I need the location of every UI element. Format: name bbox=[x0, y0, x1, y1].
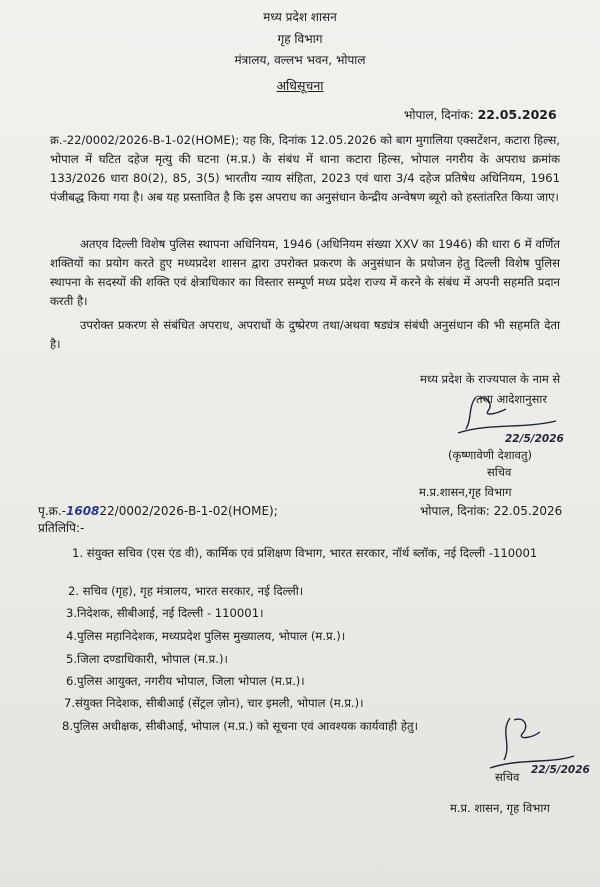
endorsement-date-value: 22.05.2026 bbox=[493, 504, 563, 518]
signatory-department: म.प्र.शासन,गृह विभाग bbox=[419, 485, 512, 499]
ref-handwritten-number: 1608 bbox=[66, 504, 100, 518]
copies-label: प्रतिलिपि:- bbox=[38, 521, 85, 535]
ref-prefix: पृ.क्र.- bbox=[38, 504, 66, 518]
handwritten-date-2: 22/5/2026 bbox=[531, 764, 590, 776]
signature-on-behalf: मध्य प्रदेश के राज्यपाल के नाम से bbox=[420, 372, 561, 386]
signatory-name: (कृष्णावेणी देशावतु) bbox=[448, 448, 532, 462]
copy-recipient-5: 5.जिला दण्डाधिकारी, भोपाल (म.प्र.)। bbox=[66, 652, 228, 666]
endorsement-date-label: भोपाल, दिनांक: bbox=[420, 504, 490, 518]
issue-date-label: भोपाल, दिनांक: bbox=[404, 108, 474, 122]
header-department: गृह विभाग bbox=[277, 32, 323, 46]
endorsement-reference bbox=[38, 502, 278, 519]
final-department: म.प्र. शासन, गृह विभाग bbox=[450, 801, 550, 815]
document-title: अधिसूचना bbox=[276, 78, 324, 93]
paragraph-case-details: क्र.-22/0002/2026-B-1-02(HOME); यह कि, दिनांक 12.05.2026 को बाग मुगालिया एक्सटेंशन, कटारा हिल्स, भोपाल में घटित दहेज मृत्यु की घटना (म.प्र.) के संबंध में थाना कटारा हिल्स, भोपाल नगरीय के अपराध क्रमांक 133/2026 धारा 80(2), 85, 3(5) भारतीय न्याय संहिता, 2023 एवं धारा 3/4 दहेज प्रतिषेध अधिनियम, 1961 पंजीबद्ध किया गया है। अब यह प्रस्तावित है कि इस अपराध का अनुसंधान केन्द्रीय अन्वेषण ब्यूरो को हस्तांतरित किया जाए। bbox=[50, 133, 560, 204]
copy-recipient-1: 1. संयुक्त सचिव (एस एंड वी), कार्मिक एवं प्रशिक्षण विभाग, भारत सरकार, नॉर्थ ब्लॉक, नई दिल्ली -110001 bbox=[72, 546, 538, 560]
endorsement-date bbox=[420, 502, 562, 519]
signatory-designation: सचिव bbox=[487, 465, 512, 479]
issue-date-value: 22.05.2026 bbox=[477, 107, 557, 122]
final-designation: सचिव bbox=[495, 770, 520, 784]
signature-by-order: तथा आदेशानुसार bbox=[476, 392, 548, 406]
copy-recipient-7: 7.संयुक्त निदेशक, सीबीआई (सेंट्रल ज़ोन), चार इमली, भोपाल (म.प्र.)। bbox=[64, 696, 364, 710]
copy-recipient-8: 8.पुलिस अधीक्षक, सीबीआई, भोपाल (म.प्र.) को सूचना एवं आवश्यक कार्यवाही हेतु। bbox=[62, 719, 418, 733]
issue-date bbox=[404, 106, 557, 123]
copy-recipient-3: 3.निदेशक, सीबीआई, नई दिल्ली - 110001। bbox=[66, 606, 264, 620]
header-government: मध्य प्रदेश शासन bbox=[263, 10, 337, 24]
copy-recipient-2: 2. सचिव (गृह), गृह मंत्रालय, भारत सरकार, नई दिल्ली। bbox=[68, 584, 304, 598]
handwritten-date-1: 22/5/2026 bbox=[505, 433, 564, 445]
copy-recipient-4: 4.पुलिस महानिदेशक, मध्यप्रदेश पुलिस मुख्यालय, भोपाल (म.प्र.)। bbox=[66, 629, 346, 643]
paragraph-related-offences: उपरोक्त प्रकरण से संबंधित अपराध, अपराधों के दुष्प्रेरण तथा/अथवा षड्यंत्र संबंधी अनुसंधान की भी सहमति देता है। bbox=[50, 318, 560, 351]
paragraph-consent: अतएव दिल्ली विशेष पुलिस स्थापना अधिनियम, 1946 (अधिनियम संख्या XXV का 1946) की धारा 6 में वर्णित शक्तियों का प्रयोग करते हुए मध्यप्रदेश शासन द्वारा उपरोक्त प्रकरण के अनुसंधान के प्रयोजन हेतु दिल्ली विशेष पुलिस स्थापना के सदस्यों की शक्ति एवं क्षेत्राधिकार का विस्तार सम्पूर्ण मध्य प्रदेश राज्य में करने के संबंध में अपनी सहमति प्रदान करती है। bbox=[50, 237, 560, 308]
ref-number: 22/0002/2026-B-1-02(HOME); bbox=[99, 504, 278, 518]
header-address: मंत्रालय, वल्लभ भवन, भोपाल bbox=[234, 53, 366, 67]
copy-recipient-6: 6.पुलिस आयुक्त, नगरीय भोपाल, जिला भोपाल (म.प्र.)। bbox=[66, 674, 305, 688]
